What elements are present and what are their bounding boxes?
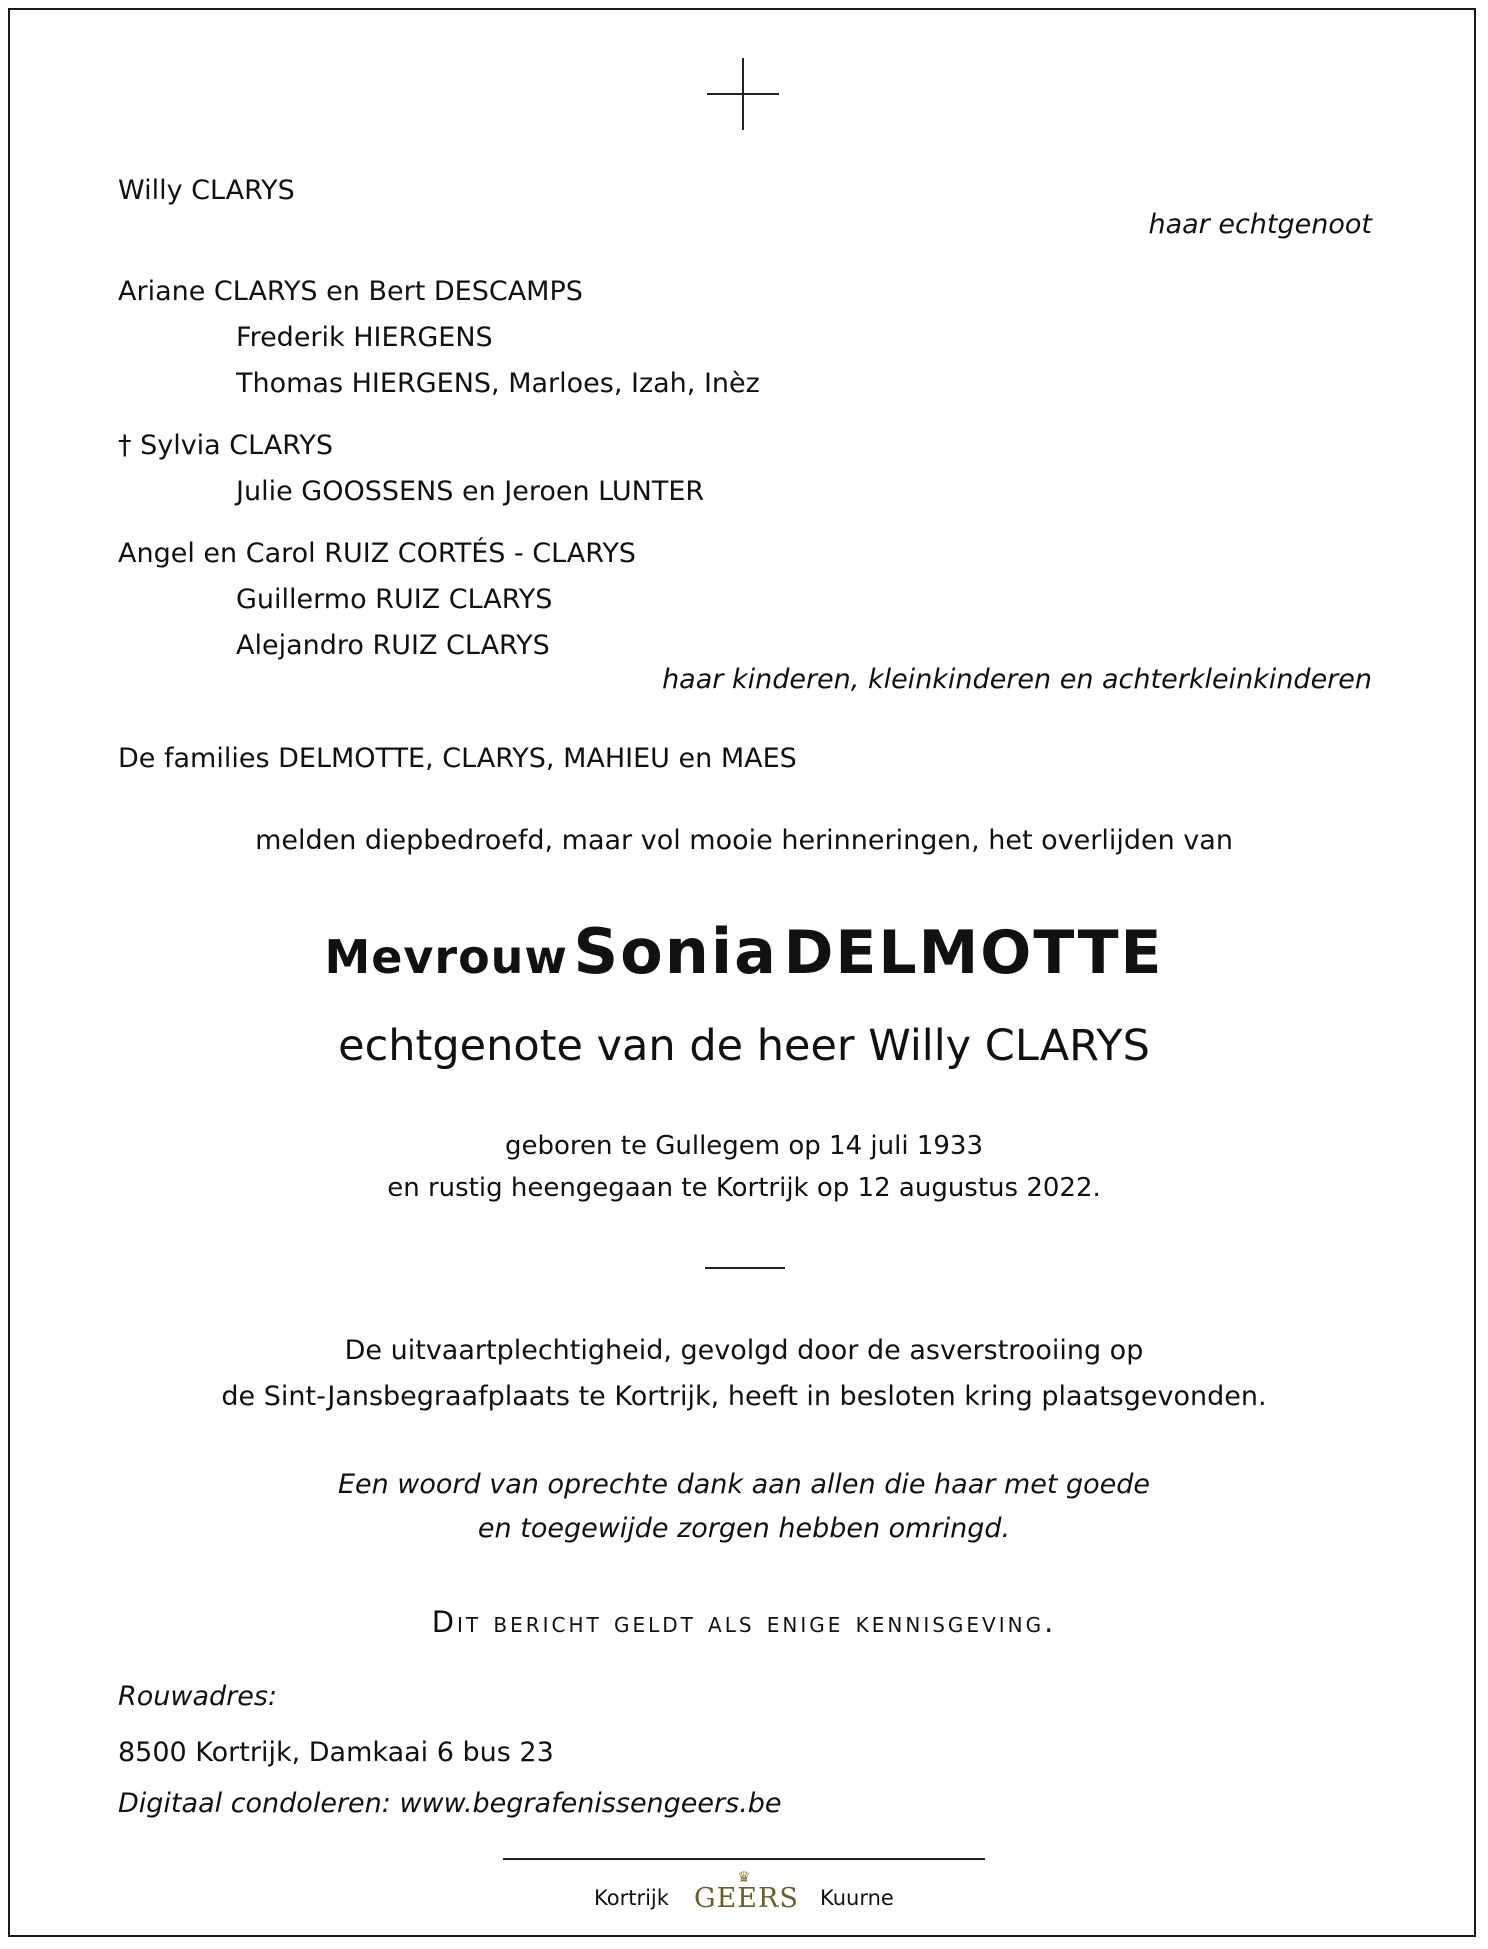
footer-location-right: Kuurne <box>820 1886 894 1910</box>
footer-divider <box>503 1858 985 1860</box>
notice: Dit bericht geldt als enige kennisgeving. <box>431 1605 1057 1639</box>
divider <box>705 1267 785 1269</box>
grandchild: Frederik HIERGENS <box>236 322 493 353</box>
grandchild: Guillermo RUIZ CLARYS <box>236 584 553 615</box>
footer-location-left: Kortrijk <box>594 1886 669 1910</box>
deceased-title: Mevrouw <box>324 930 568 984</box>
grandchild: Alejandro RUIZ CLARYS <box>236 630 550 661</box>
deceased-last-name: DELMOTTE <box>783 918 1164 988</box>
birth-line: geboren te Gullegem op 14 juli 1933 <box>505 1131 983 1161</box>
thanks-line-2: en toegewijde zorgen hebben omringd. <box>477 1513 1011 1544</box>
grandchild: Thomas HIERGENS, Marloes, Izah, Inèz <box>236 368 760 399</box>
condolence-link[interactable]: Digitaal condoleren: www.begrafenissengeers.be <box>118 1788 782 1819</box>
ceremony-line-1: De uitvaartplechtigheid, gevolgd door de asverstrooiing op <box>344 1335 1144 1366</box>
spouse-line: echtgenote van de heer Willy CLARYS <box>338 1021 1150 1071</box>
grandchild: Julie GOOSSENS en Jeroen LUNTER <box>236 476 705 507</box>
address-value: 8500 Kortrijk, Damkaai 6 bus 23 <box>118 1737 554 1768</box>
children-role: haar kinderen, kleinkinderen en achterkleinkinderen <box>662 664 1372 695</box>
death-line: en rustig heengegaan te Kortrijk op 12 augustus 2022. <box>387 1173 1101 1203</box>
announcement-intro: melden diepbedroefd, maar vol mooie herinneringen, het overlijden van <box>255 825 1233 856</box>
logo-text: GEERS <box>694 1883 799 1914</box>
spouse-name: Willy CLARYS <box>118 175 295 206</box>
deceased-name <box>0 915 1488 988</box>
child-2: † Sylvia CLARYS <box>118 430 333 461</box>
address-label: Rouwadres: <box>118 1681 278 1712</box>
thanks-line-1: Een woord van oprechte dank aan allen die haar met goede <box>337 1469 1151 1500</box>
funeral-home-logo <box>694 1868 799 1920</box>
spouse-role: haar echtgenoot <box>1148 209 1372 240</box>
crown-icon: ♛ <box>737 1868 751 1886</box>
child-3: Angel en Carol RUIZ CORTÉS - CLARYS <box>118 538 636 569</box>
deceased-first-name: Sonia <box>573 915 778 988</box>
ceremony-line-2: de Sint-Jansbegraafplaats te Kortrijk, heeft in besloten kring plaatsgevonden. <box>221 1381 1267 1412</box>
families: De families DELMOTTE, CLARYS, MAHIEU en MAES <box>118 743 797 774</box>
child-1: Ariane CLARYS en Bert DESCAMPS <box>118 276 583 307</box>
